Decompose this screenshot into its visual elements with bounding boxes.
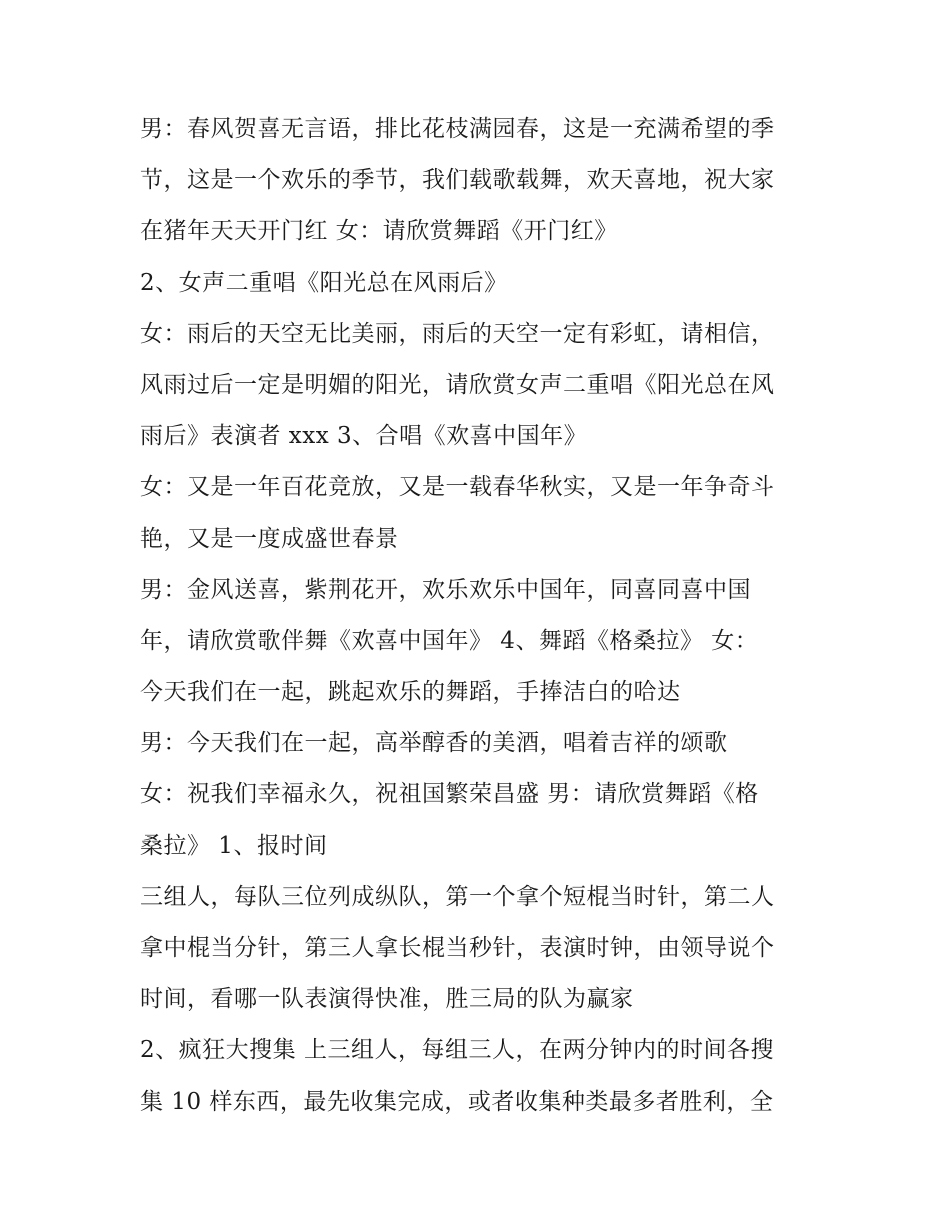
text-line: 男：春风贺喜无言语，排比花枝满园春，这是一充满希望的季 bbox=[140, 116, 775, 142]
text-line: 女：雨后的天空无比美丽，雨后的天空一定有彩虹，请相信， bbox=[140, 320, 775, 347]
text-line: 今天我们在一起，跳起欢乐的舞蹈，手捧洁白的哈达 bbox=[140, 679, 681, 706]
text-line: 风雨过后一定是明媚的阳光，请欣赏女声二重唱《阳光总在风 bbox=[140, 371, 775, 398]
text-line: 2、疯狂大搜集 上三组人，每组三人，在两分钟内的时间各搜 bbox=[140, 1037, 774, 1064]
text-line: 女：祝我们幸福永久，祝祖国繁荣昌盛 男：请欣赏舞蹈《格 bbox=[140, 781, 759, 808]
text-line: 男：金风送喜，紫荆花开，欢乐欢乐中国年，同喜同喜中国 bbox=[140, 576, 751, 603]
text-line: 女：又是一年百花竞放，又是一载春华秋实，又是一年争奇斗 bbox=[140, 474, 775, 501]
text-line: 集 10 样东西，最先收集完成，或者收集种类最多者胜利，全 bbox=[140, 1088, 774, 1115]
text-line: 男：今天我们在一起，高举醇香的美酒，唱着吉祥的颂歌 bbox=[140, 730, 728, 757]
text-line: 拿中棍当分针，第三人拿长棍当秒针，表演时钟，由领导说个 bbox=[140, 935, 775, 961]
text-line: 艳，又是一度成盛世春景 bbox=[140, 525, 399, 552]
document-body bbox=[140, 104, 820, 1128]
text-line: 雨后》表演者 xxx 3、合唱《欢喜中国年》 bbox=[140, 423, 588, 450]
text-line: 时间，看哪一队表演得快准，胜三局的队为赢家 bbox=[140, 986, 634, 1013]
text-line: 节，这是一个欢乐的季节，我们载歌载舞，欢天喜地，祝大家 bbox=[140, 167, 775, 194]
text-line: 在猪年天天开门红 女：请欣赏舞蹈《开门红》 bbox=[140, 218, 618, 245]
text-line: 2、女声二重唱《阳光总在风雨后》 bbox=[140, 269, 508, 296]
text-line: 年，请欣赏歌伴舞《欢喜中国年》 4、舞蹈《格桑拉》 女： bbox=[140, 627, 759, 654]
text-line: 桑拉》 1、报时间 bbox=[140, 832, 328, 859]
text-line: 三组人，每队三位列成纵队，第一个拿个短棍当时针，第二人 bbox=[140, 883, 775, 910]
